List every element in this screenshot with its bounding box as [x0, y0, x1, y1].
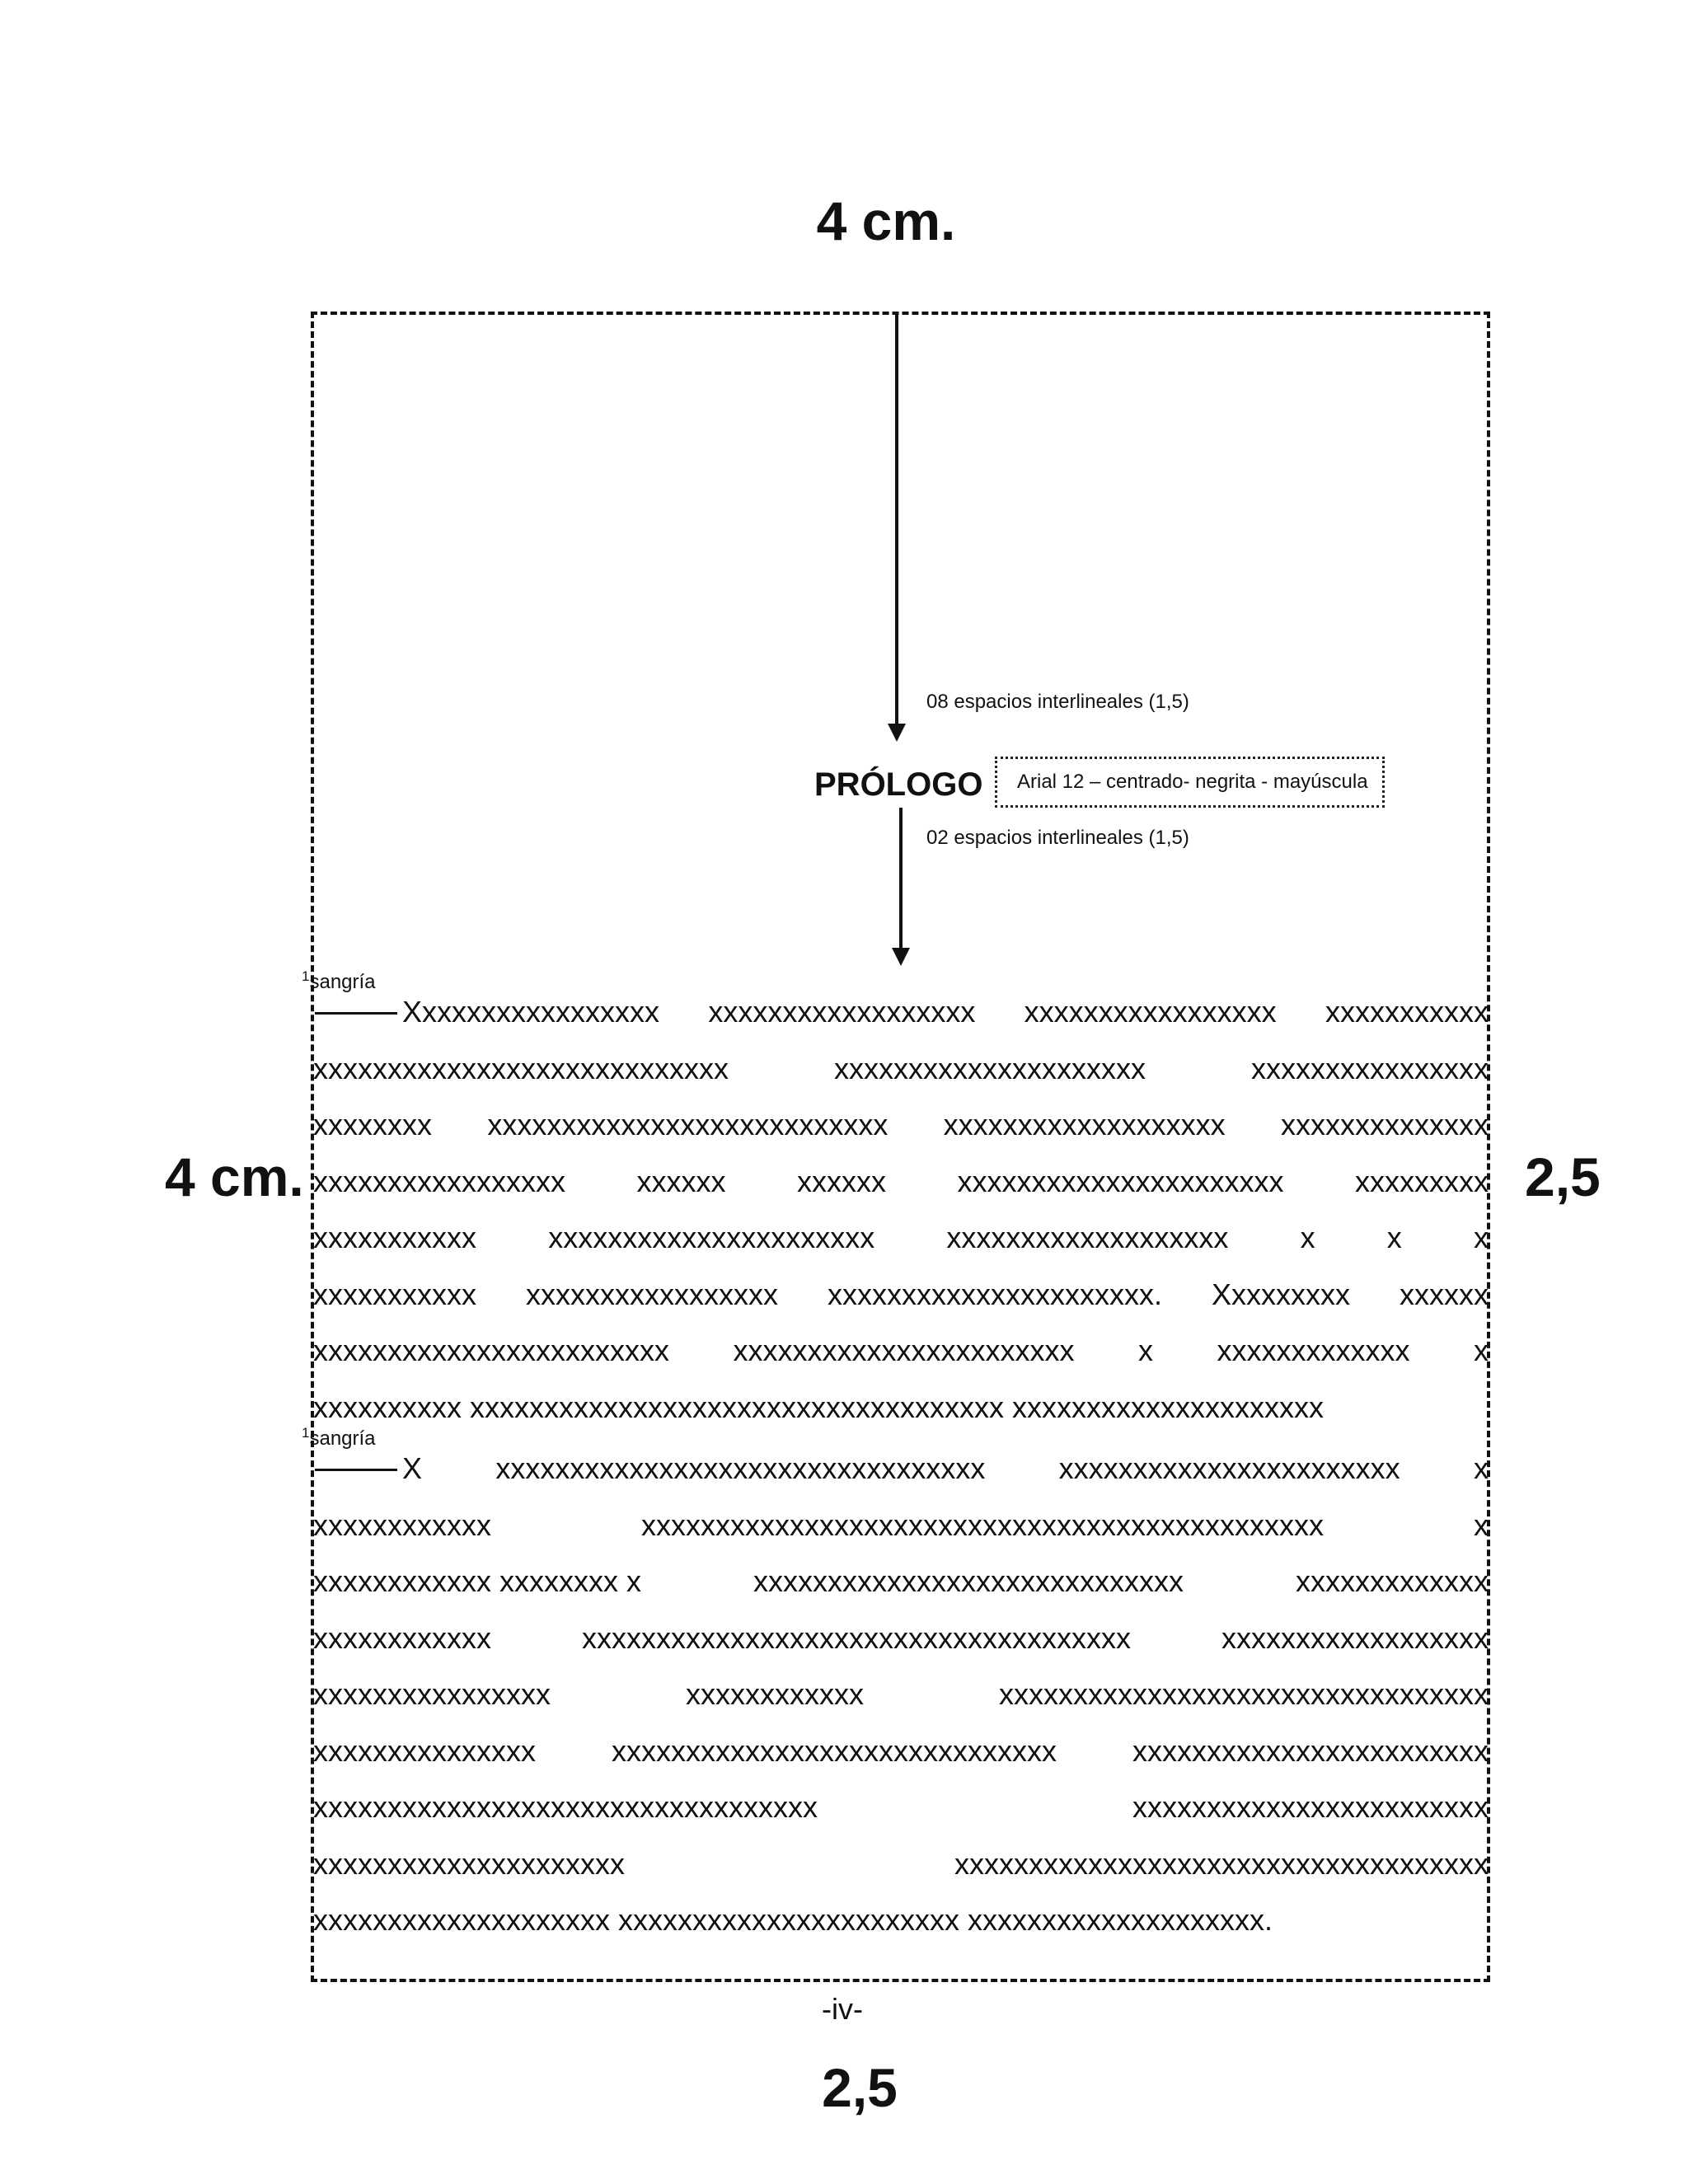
text-line [313, 1390, 1489, 1426]
text-line [313, 1507, 1489, 1544]
text-line [313, 1676, 1489, 1713]
text-word: xxxxxxxxxxxxxxxxxxxxxxxx [313, 1333, 669, 1367]
text-line [313, 1846, 1489, 1882]
text-word: xxxxxxxxxxxxxxxxxxxxxxx [1058, 1451, 1400, 1485]
text-word: xxxxxx [636, 1165, 726, 1198]
spacing-before-note: 08 espacios interlineales (1,5) [926, 691, 1189, 713]
text-word: xxxxxx [797, 1165, 886, 1198]
text-word: x [1386, 1221, 1402, 1254]
spacing-arrow-top-head [888, 724, 906, 742]
text-word: xxxxxxxxxxxxxxxxx [313, 1165, 565, 1198]
text-word: Xxxxxxxxx [1211, 1277, 1350, 1311]
text-word: xxxxxxxxxxx [1325, 995, 1489, 1029]
indent-label-text-2: sangría [309, 1427, 376, 1450]
text-word: xxxxxxxxxxxxxxxxxxxxx [834, 1052, 1146, 1085]
text-line [313, 1051, 1489, 1087]
page-margin-frame [311, 312, 1490, 1982]
text-line [313, 1164, 1489, 1200]
indent-label-2 [302, 1426, 376, 1449]
top-margin-label: 4 cm. [816, 190, 956, 251]
text-line [313, 1220, 1489, 1256]
text-word: xxxxxxxxxxxxxxxxxxxxx [313, 1847, 625, 1881]
text-word: x [1474, 1508, 1489, 1542]
bottom-margin-label: 2,5 [822, 2057, 898, 2118]
text-word: xxxxxxxxxxxxxxxx [1251, 1052, 1489, 1085]
text-line [313, 1733, 1489, 1769]
text-word: xxxxxx [1399, 1277, 1489, 1311]
page-number: -iv- [822, 1992, 863, 2026]
title-style-text: Arial 12 – centrado- negrita - mayúscula [1017, 771, 1368, 793]
text-word: xxxxxxxxxxxxxxxxxxxxxx [957, 1165, 1284, 1198]
text-word: xxxxxxxxxxxxxxxxxxxx xxxxxxxxxxxxxxxxxxxxxxx xxxxxxxxxxxxxxxxxxxx. [313, 1903, 1273, 1937]
right-margin-label: 2,5 [1525, 1146, 1601, 1207]
text-line [313, 1902, 1489, 1938]
indent-label-text-1: sangría [309, 971, 376, 993]
text-word: xxxxxxxxxxxxxxxxxxxxxxxx [1132, 1734, 1489, 1768]
text-word: Xxxxxxxxxxxxxxxxx [402, 995, 660, 1029]
text-word: xxxxxxxxxxxxxxxxxxxxxxxxxxx [487, 1108, 889, 1141]
text-word: xxxxxxxxxxxxxxxxxxxxxxxxxxxxxx [612, 1734, 1057, 1768]
text-word: xxxxxxxxxxxxxxxxx [1024, 995, 1277, 1029]
text-word: x [1473, 1221, 1489, 1254]
text-word: X [402, 1451, 423, 1485]
text-word: xxxxxxxxxxxx [313, 1621, 491, 1655]
text-word: xxxxxxxxxxxxxxxxxxxxxxxxxxxxx [753, 1564, 1184, 1598]
text-word: xxxxxxxxxxxx [313, 1508, 491, 1542]
text-word: xxxxxxxxxxxxxxxxx [525, 1277, 778, 1311]
text-word: xxxxxxxxxxxxxxxxxxxxxxxxxxxxxxxxx [999, 1677, 1489, 1711]
text-word: xxxxxxxxxxxxx [1217, 1333, 1410, 1367]
text-word: xxxxxxxxxxxxxxxxxxxxxxxxxxxxxxxxxxxxxxxxxxxxxx [641, 1508, 1324, 1542]
spacing-arrow-bottom-line [899, 808, 903, 948]
text-word: xxxxxxxxxxx [313, 1277, 476, 1311]
title-style-note [995, 757, 1385, 808]
text-line [313, 1107, 1489, 1143]
text-line [313, 1333, 1489, 1369]
text-word: xxxxxxxxxxxxxxxx [313, 1677, 551, 1711]
text-word: xxxxxxxxxxxxxxxxxxxxxxxx [1132, 1790, 1489, 1824]
indent-dash-2 [315, 1469, 397, 1471]
text-word: x [1138, 1333, 1153, 1367]
spacing-after-note: 02 espacios interlineales (1,5) [926, 827, 1189, 849]
text-word: xxxxxxxxxxxxxxxxxxxxxx [548, 1221, 875, 1254]
text-line [313, 1277, 1489, 1313]
text-word: xxxxxxxxxxxxxxxxxxx [946, 1221, 1229, 1254]
text-word: xxxxxxxxxxxxxxxxxxxxxxxxxxxxxxxxxxxxx [582, 1621, 1131, 1655]
text-word: xxxxxxxxxxxx xxxxxxxx x [313, 1564, 642, 1598]
indent-marker-1: 1 [302, 968, 310, 984]
text-word: xxxxxxxxxxxxxxx [313, 1734, 536, 1768]
text-word: x [1474, 1451, 1489, 1485]
text-line [402, 1451, 1489, 1487]
page-title: PRÓLOGO [814, 766, 983, 803]
text-word: xxxxxxxxxxxxxxxxxx [708, 995, 976, 1029]
indent-dash-1 [315, 1012, 397, 1015]
text-word: xxxxxxxxxxxxxx [1280, 1108, 1489, 1141]
text-line [313, 1620, 1489, 1657]
text-word: xxxxxxxxxxxxxxxxxx [1221, 1621, 1489, 1655]
text-word: xxxxxxxxxx xxxxxxxxxxxxxxxxxxxxxxxxxxxxxxxxxxxx xxxxxxxxxxxxxxxxxxxxx [313, 1390, 1325, 1424]
text-word: xxxxxxxxxxxxxxxxxxxxxx. [827, 1277, 1162, 1311]
text-word: xxxxxxxxxxxx [686, 1677, 864, 1711]
text-line [313, 1789, 1489, 1825]
text-word: xxxxxxxxxxxxxxxxxxxxxxxxxxxxxxxxxx [313, 1790, 818, 1824]
text-word: xxxxxxxxxxxxx [1295, 1564, 1489, 1598]
text-word: xxxxxxxxxxxxxxxxxxxxxxxxxxxxxxxxx [495, 1451, 986, 1485]
left-margin-label: 4 cm. [165, 1146, 304, 1207]
text-word: x [1300, 1221, 1315, 1254]
text-word: xxxxxxxxxxxxxxxxxxx [943, 1108, 1226, 1141]
text-word: xxxxxxxxxxx [313, 1221, 476, 1254]
spacing-arrow-top-line [895, 313, 898, 725]
indent-marker-2: 1 [302, 1425, 310, 1441]
spacing-arrow-bottom-head [892, 948, 910, 966]
text-word: xxxxxxxx [313, 1108, 432, 1141]
indent-label-1 [302, 969, 376, 992]
text-word: xxxxxxxxxxxxxxxxxxxxxxxxxxxxxxxxxxxx [954, 1847, 1489, 1881]
text-word: xxxxxxxxxxxxxxxxxxxxxxx [733, 1333, 1075, 1367]
text-word: xxxxxxxxxxxxxxxxxxxxxxxxxxxx [313, 1052, 729, 1085]
text-line [402, 994, 1489, 1030]
text-line [313, 1563, 1489, 1600]
text-word: x [1474, 1333, 1489, 1367]
text-word: xxxxxxxxx [1355, 1165, 1489, 1198]
